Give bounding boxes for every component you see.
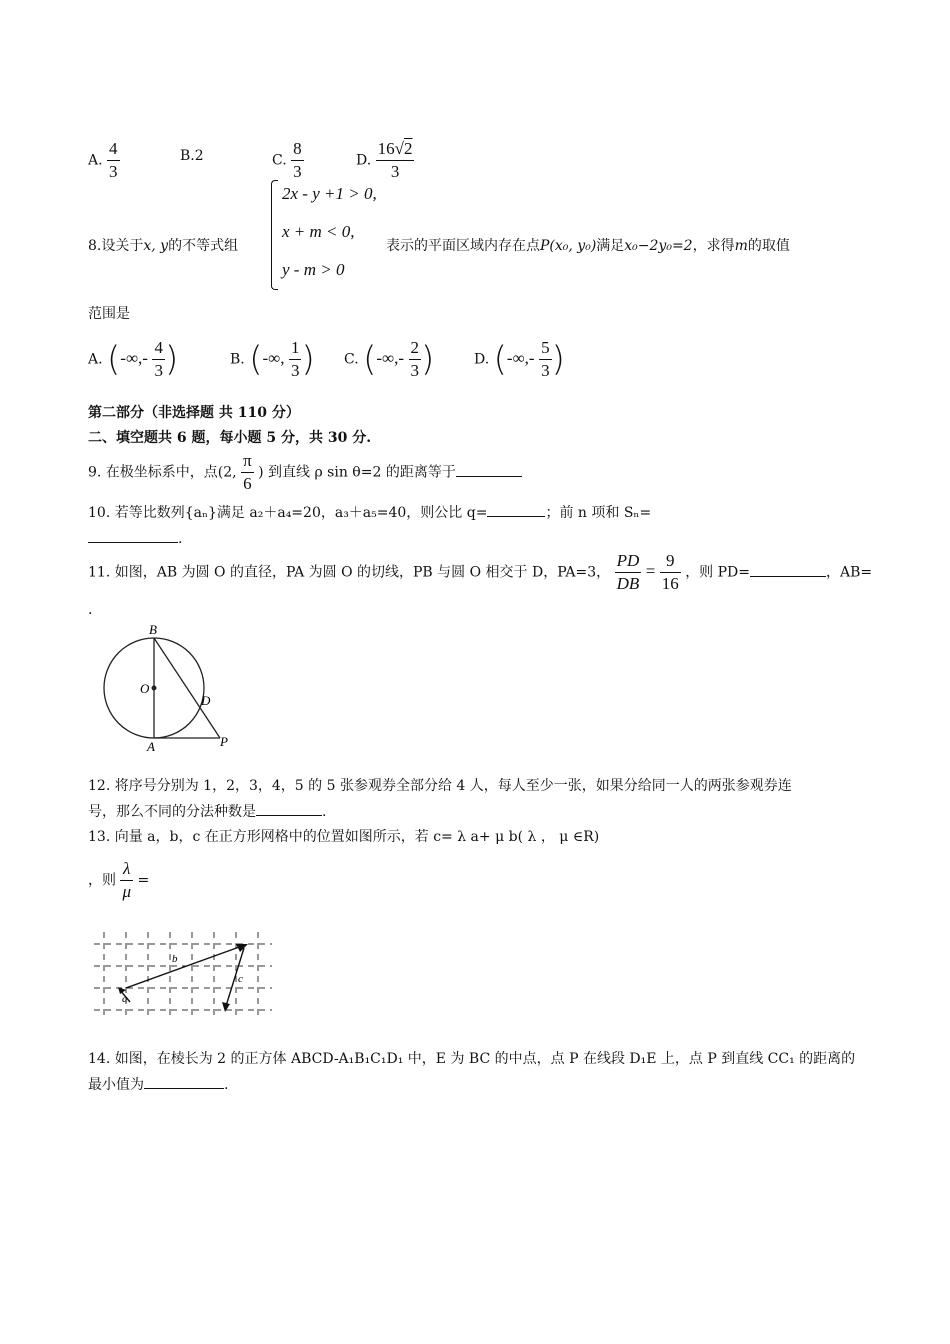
figure-vector-grid <box>92 930 274 1018</box>
q7-option-a: A. $\frac{4}{3}$ <box>88 139 118 181</box>
section-subtitle: 二、填空题共 6 题，每小题 5 分，共 30 分. <box>88 430 372 446</box>
q7-option-d: D. $\frac{16√2}{3}$ <box>356 139 413 181</box>
q14-answer-blank[interactable] <box>144 1074 224 1089</box>
q8-stem: 8.设关于x, y的不等式组 <box>88 238 239 254</box>
q8-system-brace <box>271 180 278 290</box>
center-point <box>152 686 157 691</box>
q12-line1: 12. 将序号分别为 1，2，3，4，5 的 5 张参观券全部分给 4 人，每人至少一张，如果分给同一人的两张参观券连 <box>88 778 792 794</box>
label-p: P <box>220 734 228 749</box>
q11-pd-blank[interactable] <box>750 562 826 577</box>
label-vec-b: b <box>172 953 178 965</box>
q8-option-b: B. (-∞, $\frac{1}{3}$ ) <box>230 338 315 380</box>
vector-b <box>126 946 242 988</box>
section-title: 第二部分（非选择题 共 110 分） <box>88 405 300 421</box>
q10-ratio-blank[interactable] <box>487 502 545 517</box>
q8-option-c: C. (-∞,- $\frac{2}{3}$ ) <box>344 338 435 380</box>
label-d: D <box>201 693 211 708</box>
label-a: A <box>147 739 155 754</box>
q8-inequality-1: 2x - y +1 > 0, <box>282 184 377 203</box>
secant-bp <box>154 638 220 738</box>
q14-line2: 最小值为 . <box>88 1074 228 1094</box>
q13-line1: 13. 向量 a，b，c 在正方形网格中的位置如图所示，若 c= λ a+ μ b( λ ， μ ∈R) <box>88 829 600 845</box>
q12-line2: 号，那么不同的分法种数是 . <box>88 801 326 821</box>
q8-inequality-3: y - m > 0 <box>282 260 345 279</box>
q8-option-d: D. (-∞,- $\frac{5}{3}$ ) <box>474 338 565 380</box>
q11-end: . <box>88 602 93 618</box>
q9: 9. 在极坐标系中，点(2, $\frac{\pi}{6}$ ) 到直线 ρ sin θ=2 的距离等于 <box>88 450 522 495</box>
q10-line2: . <box>88 528 182 547</box>
q8-stem-tail: 表示的平面区域内存在点P(x₀, y₀)满足x₀−2y₀=2，求得m的取值 <box>386 238 790 254</box>
label-vec-c: c <box>238 973 243 985</box>
q10-sum-blank[interactable] <box>88 528 178 543</box>
q7-option-c: C. $\frac{8}{3}$ <box>272 139 302 181</box>
q9-answer-blank[interactable] <box>456 462 522 477</box>
q13-line2: ，则 $\frac{\lambda}{\mu}$ = <box>88 859 150 901</box>
label-o: O <box>140 681 150 696</box>
figure-circle-tangent <box>100 620 240 754</box>
q7-option-b: B.2 <box>180 148 204 164</box>
q11: 11. 如图，AB 为圆 O 的直径，PA 为圆 O 的切线，PB 与圆 O 相交于 D，PA=3， $\frac{PD}{DB}$ = $\frac{9}{16}$ ，则 PD= ，AB= <box>88 551 873 593</box>
label-vec-a: a <box>122 993 128 1005</box>
q12-answer-blank[interactable] <box>256 801 322 816</box>
q8-inequality-2: x + m < 0, <box>282 222 355 241</box>
q14-line1: 14. 如图，在棱长为 2 的正方体 ABCD-A₁B₁C₁D₁ 中，E 为 BC 的中点，点 P 在线段 D₁E 上，点 P 到直线 CC₁ 的距离的 <box>88 1051 856 1067</box>
label-b: B <box>149 622 157 637</box>
q8-option-a: A. (-∞,- $\frac{4}{3}$ ) <box>88 338 179 380</box>
q8-stem-line2: 范围是 <box>88 306 130 322</box>
q10: 10. 若等比数列{aₙ}满足 a₂＋a₄=20，a₃＋a₅=40，则公比 q= ；前 n 项和 Sₙ= <box>88 502 651 522</box>
